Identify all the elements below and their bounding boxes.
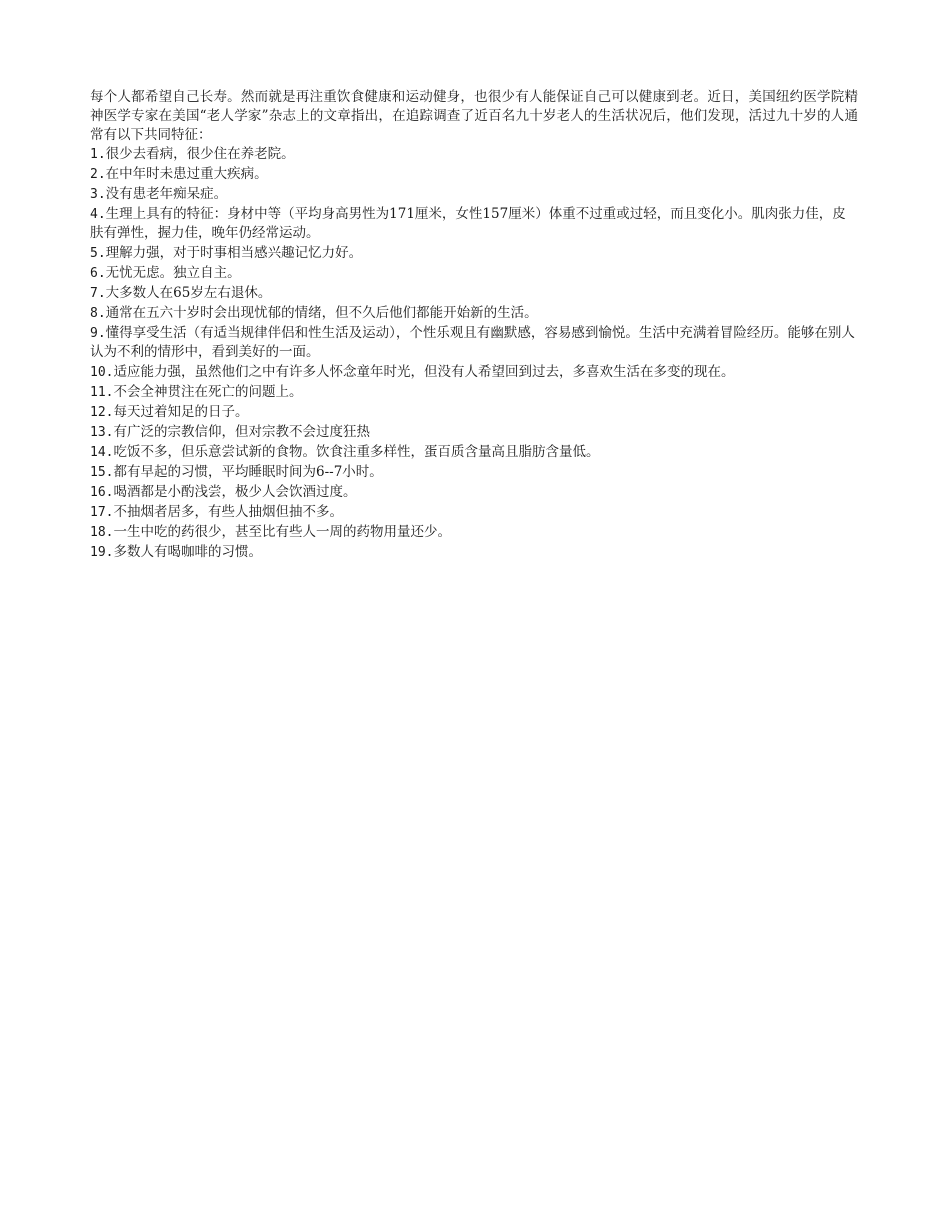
item-number: 3. xyxy=(90,187,106,202)
item-text: 理解力强，对于时事相当感兴趣记忆力好。 xyxy=(105,245,363,261)
list-item xyxy=(90,284,858,303)
list-item xyxy=(90,403,858,422)
intro-paragraph: 每个人都希望自己长寿。然而就是再注重饮食健康和运动健身，也很少有人能保证自己可以健康到老。近日，美国纽约医学院精神医学专家在美国“老人学家”杂志上的文章指出，在追踪调查了近百名九十岁老人的生活状况后，他们发现，活过九十岁的人通常有以下共同特征： xyxy=(90,89,858,143)
document-body xyxy=(90,88,858,563)
list-item xyxy=(90,165,858,184)
item-text: 大多数人在65岁左右退休。 xyxy=(105,285,272,301)
item-text: 很少去看病，很少住在养老院。 xyxy=(105,146,295,162)
item-text: 每天过着知足的日子。 xyxy=(113,404,249,420)
item-text: 多数人有喝咖啡的习惯。 xyxy=(113,544,262,560)
item-number: 13. xyxy=(90,425,114,440)
item-number: 10. xyxy=(90,365,114,380)
item-number: 5. xyxy=(90,246,106,261)
item-text: 一生中吃的药很少，甚至比有些人一周的药物用量还少。 xyxy=(113,524,451,540)
list-item xyxy=(90,383,858,402)
item-number: 11. xyxy=(90,385,114,400)
list-item xyxy=(90,423,858,442)
item-number: 14. xyxy=(90,445,114,460)
list-item xyxy=(90,205,858,243)
item-text: 懂得享受生活（有适当规律伴侣和性生活及运动），个性乐观且有幽默感，容易感到愉悦。生活中充满着冒险经历。能够在别人认为不利的情形中，看到美好的一面。 xyxy=(90,325,855,360)
list-item xyxy=(90,543,858,562)
item-number: 6. xyxy=(90,266,106,281)
item-text: 无忧无虑。独立自主。 xyxy=(105,265,241,281)
item-text: 生理上具有的特征：身材中等（平均身高男性为171厘米，女性157厘米）体重不过重或过轻，而且变化小。肌肉张力佳，皮肤有弹性，握力佳，晚年仍经常运动。 xyxy=(90,206,846,241)
item-number: 2. xyxy=(90,167,106,182)
item-number: 17. xyxy=(90,505,114,520)
list-item xyxy=(90,463,858,482)
item-number: 4. xyxy=(90,207,106,222)
item-number: 7. xyxy=(90,286,106,301)
item-text: 没有患老年痴呆症。 xyxy=(105,186,228,202)
item-number: 15. xyxy=(90,465,114,480)
list-item xyxy=(90,264,858,283)
list-item xyxy=(90,304,858,323)
list-item xyxy=(90,443,858,462)
list-item xyxy=(90,145,858,164)
item-number: 16. xyxy=(90,485,114,500)
item-text: 吃饭不多，但乐意尝试新的食物。饮食注重多样性，蛋百质含量高且脂肪含量低。 xyxy=(113,444,600,460)
item-text: 有广泛的宗教信仰，但对宗教不会过度狂热 xyxy=(113,424,370,440)
item-number: 18. xyxy=(90,525,114,540)
item-text: 都有早起的习惯，平均睡眠时间为6--7小时。 xyxy=(113,464,383,480)
item-number: 8. xyxy=(90,306,106,321)
item-number: 1. xyxy=(90,147,106,162)
item-number: 12. xyxy=(90,405,114,420)
item-number: 19. xyxy=(90,545,114,560)
item-text: 通常在五六十岁时会出现忧郁的情绪，但不久后他们都能开始新的生活。 xyxy=(105,305,538,321)
trait-list xyxy=(90,145,858,562)
list-item xyxy=(90,185,858,204)
list-item xyxy=(90,503,858,522)
item-text: 适应能力强，虽然他们之中有许多人怀念童年时光，但没有人希望回到过去，多喜欢生活在多变的现在。 xyxy=(113,364,735,380)
list-item xyxy=(90,523,858,542)
item-text: 在中年时未患过重大疾病。 xyxy=(105,166,268,182)
list-item xyxy=(90,363,858,382)
list-item xyxy=(90,483,858,502)
item-text: 不会全神贯注在死亡的问题上。 xyxy=(113,384,303,400)
item-text: 喝酒都是小酌浅尝，极少人会饮酒过度。 xyxy=(113,484,357,500)
item-number: 9. xyxy=(90,326,106,341)
list-item xyxy=(90,324,858,362)
list-item xyxy=(90,244,858,263)
item-text: 不抽烟者居多，有些人抽烟但抽不多。 xyxy=(113,504,343,520)
